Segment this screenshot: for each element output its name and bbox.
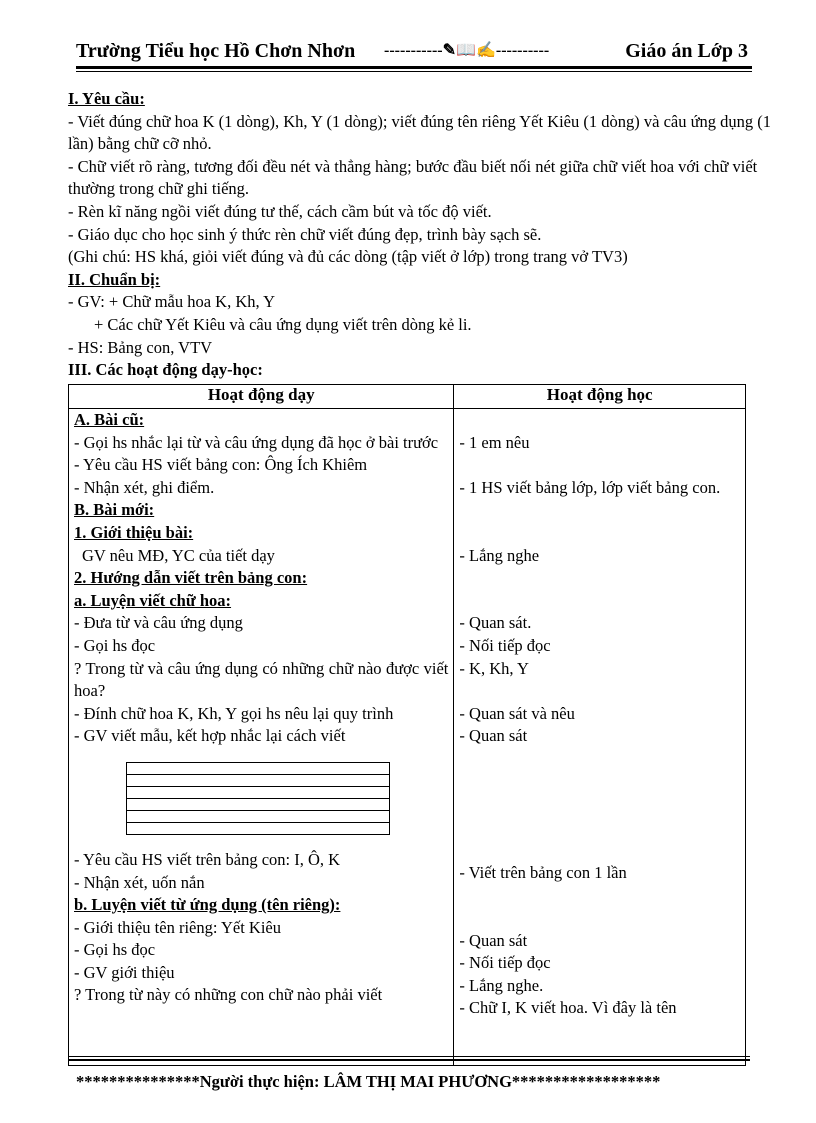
prep-gv-line-2: + Các chữ Yết Kiêu và câu ứng dụng viết trên dòng kẻ li.: [94, 314, 472, 334]
teach-cell: [69, 409, 454, 1066]
table-header-row: [69, 385, 746, 409]
teach-line: - Đưa từ và câu ứng dụng: [74, 613, 243, 633]
teach-line: - Gọi hs đọc: [74, 940, 156, 960]
header-teach: Hoạt động dạy: [69, 385, 454, 409]
teach-line: GV nêu MĐ, YC của tiết dạy: [82, 545, 275, 565]
teach-line: - GV viết mẫu, kết hợp nhắc lại cách viết: [74, 726, 346, 746]
prep-gv-line: - GV: + Chữ mẫu hoa K, Kh, Y: [68, 292, 276, 312]
learn-line: - Lắng nghe.: [459, 975, 544, 995]
section-requirements-title: I. Yêu cầu:: [68, 89, 145, 108]
footer-rule-thin: [68, 1056, 750, 1057]
teach-line: - Nhận xét, ghi điểm.: [74, 477, 215, 497]
learn-line: - Quan sát và nêu: [459, 703, 575, 723]
learn-line: - Quan sát: [459, 930, 528, 950]
teach-line: - Đính chữ hoa K, Kh, Y gọi hs nêu lại quy trình: [74, 703, 394, 723]
lesson-intro: [68, 88, 788, 382]
section-activities-title: III. Các hoạt động dạy-học:: [68, 360, 263, 380]
requirement-line: - Rèn kĩ năng ngồi viết đúng tư thế, cách cầm bút và tốc độ viết.: [68, 201, 492, 221]
teach-ba-title: a. Luyện viết chữ hoa:: [74, 590, 232, 610]
learn-line: - 1 HS viết bảng lớp, lớp viết bảng con.: [459, 477, 721, 497]
learn-line: - Lắng nghe: [459, 545, 540, 565]
teach-line: - Nhận xét, uốn nắn: [74, 872, 205, 892]
prep-hs-line: - HS: Bảng con, VTV: [68, 337, 213, 357]
teach-a-title: A. Bài cũ:: [74, 410, 145, 429]
learn-line: - Nối tiếp đọc: [459, 635, 551, 655]
teach-line: - Gọi hs nhắc lại từ và câu ứng dụng đã học ở bài trước: [74, 432, 439, 452]
header-rule-thin: [76, 71, 752, 72]
header-rule-thick: [76, 66, 752, 69]
writing-grid: [126, 762, 390, 835]
learn-line: - Nối tiếp đọc: [459, 953, 551, 973]
teach-b2-title: 2. Hướng dẫn viết trên bảng con:: [74, 568, 308, 588]
header-ornament: -----------✎📖✍----------: [384, 42, 550, 59]
header-learn: Hoạt động học: [454, 385, 746, 409]
grade-label: Giáo án Lớp 3: [625, 40, 748, 62]
school-name: Trường Tiểu học Hồ Chơn Nhơn: [76, 40, 356, 62]
table-row: [69, 409, 746, 1066]
activities-table: [68, 384, 746, 1066]
requirement-note: (Ghi chú: HS khá, giỏi viết đúng và đủ các dòng (tập viết ở lớp) trong trang vở TV3): [68, 247, 628, 267]
footer-rule-thick: [68, 1059, 750, 1061]
learn-line: - Viết trên bảng con 1 lần: [459, 862, 627, 882]
page-header: [76, 40, 748, 64]
teach-b1-title: 1. Giới thiệu bài:: [74, 522, 194, 542]
requirement-line: - Chữ viết rõ ràng, tương đối đều nét và thẳng hàng; bước đầu biết nối nét giữa chữ viết hoa với chữ viết thường trong chữ ghi tiếng.: [68, 156, 758, 199]
learn-line: - Quan sát.: [459, 613, 532, 633]
teach-line: - Yêu cầu HS viết bảng con: Ông Ích Khiêm: [74, 455, 368, 475]
learn-cell: [454, 409, 746, 1066]
teach-line: ? Trong từ và câu ứng dụng có những chữ nào được viết hoa?: [74, 658, 449, 701]
section-preparation-title: II. Chuẩn bị:: [68, 269, 161, 289]
learn-line: - 1 em nêu: [459, 432, 530, 452]
teach-line: - Giới thiệu tên riêng: Yết Kiêu: [74, 917, 281, 937]
learn-line: - K, Kh, Y: [459, 658, 529, 678]
footer-author: ***************Người thực hiện: LÂM THỊ MAI PHƯƠNG******************: [76, 1072, 661, 1091]
requirement-line: - Viết đúng chữ hoa K (1 dòng), Kh, Y (1 dòng); viết đúng tên riêng Yết Kiêu (1 dòng) và câu ứng dụng (1 lần) bằng chữ cỡ nhỏ.: [68, 111, 772, 154]
teach-line: - Yêu cầu HS viết trên bảng con: I, Ô, K: [74, 849, 341, 869]
learn-spacer: [459, 409, 740, 432]
teach-line: ? Trong từ này có những con chữ nào phải viết: [74, 985, 383, 1005]
learn-line: - Quan sát: [459, 726, 528, 746]
teach-line: - GV giới thiệu: [74, 962, 175, 982]
teach-line: - Gọi hs đọc: [74, 635, 156, 655]
teach-bb-title: b. Luyện viết từ ứng dụng (tên riêng):: [74, 895, 341, 915]
requirement-line: - Giáo dục cho học sinh ý thức rèn chữ viết đúng đẹp, trình bày sạch sẽ.: [68, 224, 542, 244]
teach-b-title: B. Bài mới:: [74, 500, 155, 520]
learn-line: - Chữ I, K viết hoa. Vì đây là tên: [459, 998, 677, 1018]
